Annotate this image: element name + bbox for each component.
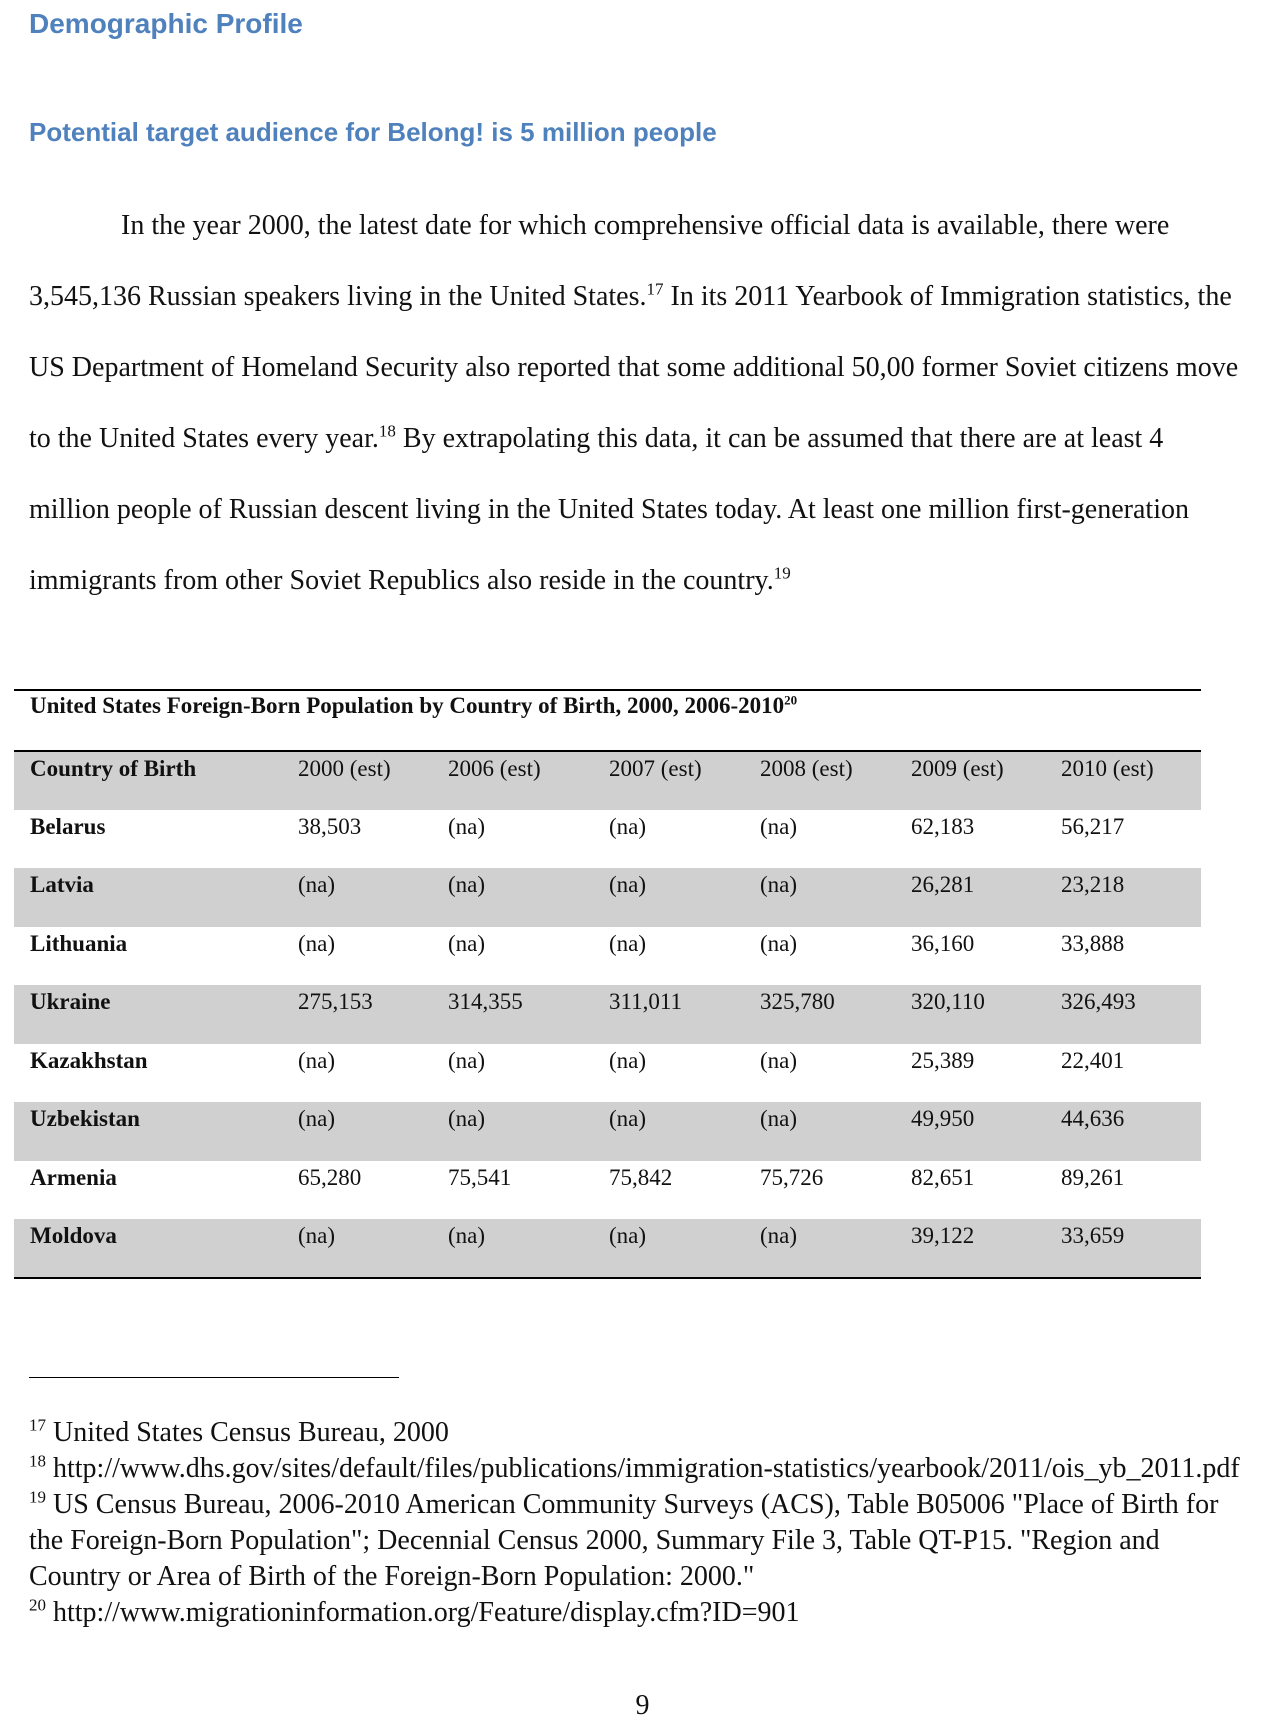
table-cell: (na) [448,813,486,839]
table-row [14,1044,1201,1103]
page-number: 9 [635,1690,650,1721]
paragraph-text: By extrapolating this data, it can be assumed that there are at least 4 million people of Russian descent living in the United States today. At least one million first-generation immigrants from other Soviet Republics also reside in the country. [29,423,1189,596]
table-row [14,810,1201,869]
footnote-number: 18 [29,1451,46,1471]
table-title-text: United States Foreign-Born Population by Country of Birth, 2000, 2006-2010 [30,693,785,718]
column-header: 2009 (est) [895,751,1045,810]
table-cell: 326,493 [1045,985,1201,1044]
table-row [14,985,1201,1044]
table-cell: 56,217 [1061,813,1125,839]
table-cell: 25,389 [911,1047,975,1073]
footnote-number: 20 [29,1595,46,1615]
table-cell: (na) [593,1219,744,1278]
table-cell: (na) [760,813,798,839]
country-cell: Moldova [14,1219,282,1278]
country-cell: Kazakhstan [30,1047,148,1073]
table-header-row [14,751,1201,810]
footnote [29,1487,1249,1595]
column-header: 2007 (est) [593,751,744,810]
table-cell: (na) [298,930,336,956]
table-row [14,868,1201,927]
table-cell: (na) [760,930,798,956]
table-cell: 36,160 [911,930,975,956]
footnote [29,1595,1249,1631]
table-cell: (na) [432,868,593,927]
footnote [29,1415,1249,1451]
table-cell: 65,280 [298,1164,362,1190]
table-row [14,927,1201,986]
table-cell: 22,401 [1061,1047,1125,1073]
footnote-ref[interactable]: 19 [773,563,791,583]
column-header: 2010 (est) [1045,751,1201,810]
table-cell: (na) [760,1047,798,1073]
footnote-ref[interactable]: 18 [378,421,396,441]
footnote-ref[interactable]: 20 [784,692,798,708]
table-row [14,1161,1201,1220]
table-row [14,1102,1201,1161]
table-cell: (na) [609,1047,647,1073]
country-cell: Lithuania [30,930,128,956]
population-table [14,750,1201,1279]
table-cell: (na) [448,1047,486,1073]
table-top-rule [14,689,1201,691]
footnotes [29,1415,1249,1631]
footnote-text: US Census Bureau, 2006-2010 American Community Surveys (ACS), Table B05006 "Place of Birth for the Foreign-Born Population"; Decennial Census 2000, Summary File 3, Table QT-P15. "Region and Country or Area of Birth of the Foreign-Born Population: 2000." [29,1489,1219,1592]
table-cell: (na) [744,868,895,927]
column-header: Country of Birth [14,751,282,810]
table-cell: 26,281 [895,868,1045,927]
table-cell: 39,122 [895,1219,1045,1278]
table-cell: 311,011 [593,985,744,1044]
table-cell: 44,636 [1045,1102,1201,1161]
section-heading: Demographic Profile [29,8,303,39]
table-cell: 314,355 [432,985,593,1044]
footnote-number: 17 [29,1415,46,1435]
table-cell: 275,153 [282,985,432,1044]
table-cell: (na) [298,1047,336,1073]
table-cell: (na) [593,1102,744,1161]
table-cell: 33,659 [1045,1219,1201,1278]
table-cell: 33,888 [1061,930,1125,956]
paragraph-text: In the year 2000, the latest date for which comprehensive official data is available, there were 3,545,136 Russian speakers living in the United States. [29,210,1170,312]
country-cell: Armenia [30,1164,117,1190]
table-cell: 89,261 [1061,1164,1125,1190]
body-paragraph [29,190,1244,616]
footnote-link[interactable]: http://www.migrationinformation.org/Feature/display.cfm?ID=901 [53,1597,800,1628]
table-cell: (na) [609,813,647,839]
table-cell: 320,110 [895,985,1045,1044]
footnote-ref[interactable]: 17 [646,279,664,299]
table-row [14,1219,1201,1278]
footnote-number: 19 [29,1487,46,1507]
table-title [30,693,797,719]
country-cell: Uzbekistan [14,1102,282,1161]
table-cell: (na) [282,1102,432,1161]
table-cell: (na) [744,1102,895,1161]
footnote-link[interactable]: http://www.dhs.gov/sites/default/files/publications/immigration-statistics/yearbook/2011/ois_yb_2011.pdf [53,1453,1240,1484]
table-cell: (na) [744,1219,895,1278]
country-cell: Latvia [14,868,282,927]
paragraph-text: In its 2011 Yearbook of Immigration statistics, the US Department of Homeland Security also reported that some additional 50,00 former Soviet citizens move to the United States every year. [29,281,1239,454]
table-cell: 75,541 [448,1164,512,1190]
table-cell: 49,950 [895,1102,1045,1161]
table-cell: 325,780 [744,985,895,1044]
table-cell: 75,726 [760,1164,824,1190]
column-header: 2008 (est) [744,751,895,810]
table-cell: (na) [432,1102,593,1161]
table-cell: 62,183 [911,813,975,839]
table-cell: (na) [282,1219,432,1278]
table-cell: (na) [432,1219,593,1278]
table-cell: 75,842 [609,1164,673,1190]
subsection-heading: Potential target audience for Belong! is 5 million people [29,117,717,147]
table-cell: (na) [609,930,647,956]
column-header: 2000 (est) [282,751,432,810]
table-cell: (na) [593,868,744,927]
footnote [29,1451,1249,1487]
table-cell: 23,218 [1045,868,1201,927]
footnote-text: United States Census Bureau, 2000 [53,1417,449,1448]
country-cell: Belarus [30,813,106,839]
column-header: 2006 (est) [432,751,593,810]
country-cell: Ukraine [14,985,282,1044]
table-cell: 82,651 [911,1164,975,1190]
table-cell: 38,503 [298,813,362,839]
table-cell: (na) [282,868,432,927]
footnote-separator [29,1377,399,1378]
table-cell: (na) [448,930,486,956]
